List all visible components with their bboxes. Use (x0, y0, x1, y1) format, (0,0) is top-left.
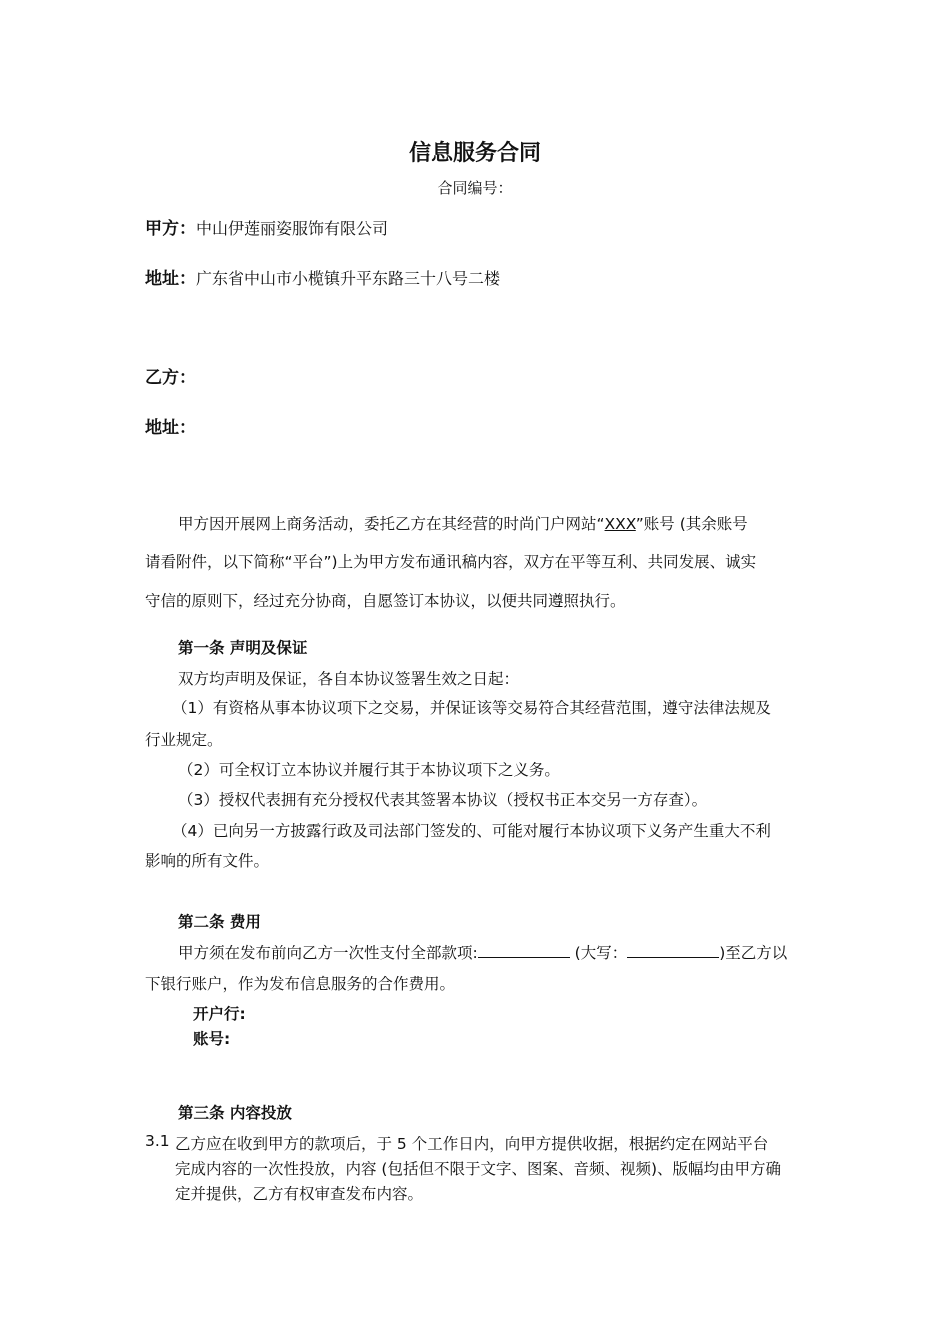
intro-line-3: 守信的原则下，经过充分协商，自愿签订本协议，以便共同遵照执行。 (145, 592, 626, 610)
bank-label: 开户行: (193, 1005, 246, 1023)
article-2-line-2: 下银行账户，作为发布信息服务的合作费用。 (145, 975, 456, 993)
account-label: 账号: (193, 1030, 231, 1048)
party-b-address-line (145, 413, 196, 438)
article-1-item-1: （1）有资格从事本协议项下之交易，并保证该等交易符合其经营范围，遵守法律法规及 (172, 699, 771, 717)
article-1-heading: 第一条 声明及保证 (178, 639, 308, 657)
amount-words-blank (627, 943, 719, 958)
intro-line-1 (178, 512, 748, 534)
clause-number: 3.1 (145, 1132, 170, 1150)
intro-text: ”账号 (其余账号 (635, 515, 748, 533)
party-a-line (145, 214, 388, 239)
party-a-address-label: 地址： (145, 269, 196, 289)
fee-text: )至乙方以 (719, 944, 788, 962)
party-a-address-line (145, 264, 500, 289)
article-1-item-1-cont: 行业规定。 (145, 731, 223, 749)
site-name: XXX (604, 515, 636, 533)
intro-line-2: 请看附件，以下简称“平台”)上为甲方发布通讯稿内容，双方在平等互利、共同发展、诚实 (145, 553, 757, 571)
article-3-line-2: 完成内容的一次性投放，内容 (包括但不限于文字、图案、音频、视频)、版幅均由甲方确 (175, 1160, 782, 1178)
party-a-label: 甲方： (145, 219, 196, 239)
article-3-heading: 第三条 内容投放 (178, 1104, 292, 1122)
article-3-line-3: 定并提供，乙方有权审查发布内容。 (175, 1185, 424, 1203)
article-1-item-4-cont: 影响的所有文件。 (145, 852, 270, 870)
article-2-heading: 第二条 费用 (178, 913, 261, 931)
article-1-item-2: （2）可全权订立本协议并履行其于本协议项下之义务。 (178, 761, 560, 779)
article-1-lead: 双方均声明及保证，各自本协议签署生效之日起： (178, 670, 520, 688)
party-b-address-label: 地址： (145, 418, 196, 438)
party-a-address: 广东省中山市小榄镇升平东路三十八号二楼 (196, 269, 501, 288)
amount-blank (478, 943, 570, 958)
intro-text: 甲方因开展网上商务活动，委托乙方在其经营的时尚门户网站“ (178, 515, 605, 533)
article-1-item-3: （3）授权代表拥有充分授权代表其签署本协议（授权书正本交另一方存查）。 (178, 791, 708, 809)
document-title: 信息服务合同 (408, 141, 541, 166)
fee-text: 甲方须在发布前向乙方一次性支付全部款项: (178, 944, 478, 962)
party-a-name: 中山伊莲丽姿服饰有限公司 (196, 219, 389, 238)
party-b-line (145, 363, 196, 388)
article-3-line-1: 乙方应在收到甲方的款项后，于 5 个工作日内，向甲方提供收据，根据约定在网站平台 (175, 1135, 769, 1153)
article-1-item-4: （4）已向另一方披露行政及司法部门签发的、可能对履行本协议项下义务产生重大不利 (172, 822, 771, 840)
fee-text: (大写： (569, 944, 628, 962)
contract-number-label: 合同编号： (437, 179, 513, 197)
party-b-label: 乙方： (145, 368, 196, 388)
article-2-line-1 (178, 941, 787, 963)
